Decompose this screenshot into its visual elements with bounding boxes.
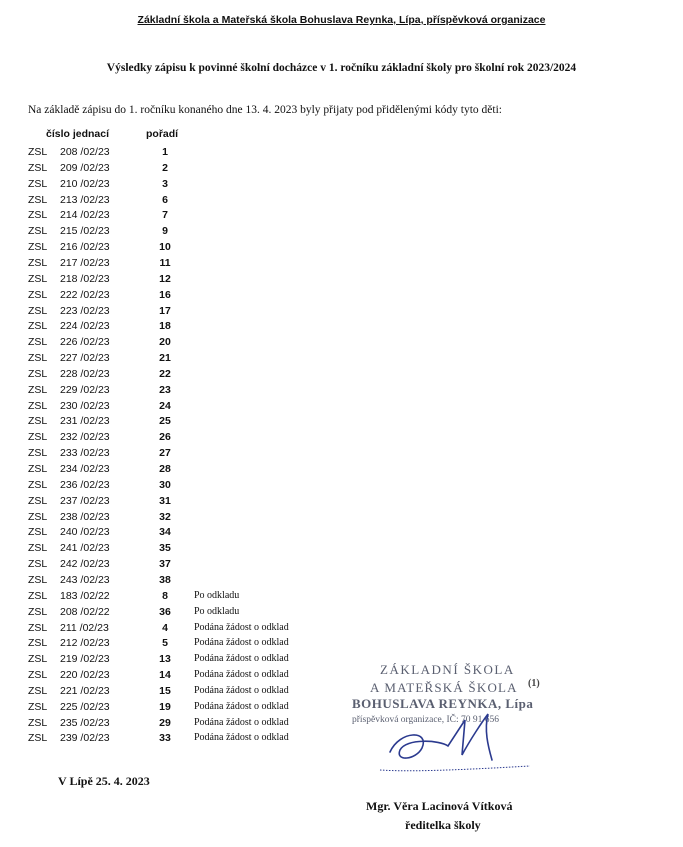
table-row <box>28 368 328 384</box>
row-reference-number: 230 /02/23 <box>60 399 110 412</box>
row-reference-number: 232 /02/23 <box>60 431 110 444</box>
row-reference-number: 233 /02/23 <box>60 447 110 460</box>
row-reference-number: 224 /02/23 <box>60 320 110 333</box>
row-reference-number: 240 /02/23 <box>60 526 110 539</box>
row-order: 6 <box>162 193 168 206</box>
table-row <box>28 257 328 273</box>
row-order: 35 <box>159 542 171 555</box>
row-prefix: ZSL <box>28 415 48 428</box>
row-reference-number: 218 /02/23 <box>60 272 110 285</box>
row-reference-number: 222 /02/23 <box>60 288 110 301</box>
row-prefix: ZSL <box>28 637 48 650</box>
table-row <box>28 542 328 558</box>
row-note: Podána žádost o odklad <box>194 700 289 712</box>
row-prefix: ZSL <box>28 352 48 365</box>
table-row <box>28 685 328 701</box>
row-prefix: ZSL <box>28 209 48 222</box>
row-prefix: ZSL <box>28 320 48 333</box>
table-row <box>28 526 328 542</box>
row-prefix: ZSL <box>28 684 48 697</box>
document-date: V Lípě 25. 4. 2023 <box>58 774 150 788</box>
row-order: 9 <box>162 225 168 238</box>
row-prefix: ZSL <box>28 383 48 396</box>
row-prefix: ZSL <box>28 225 48 238</box>
stamp-line-4: příspěvková organizace, IČ: 70 91 656 <box>352 715 500 725</box>
row-reference-number: 231 /02/23 <box>60 415 110 428</box>
table-row <box>28 606 328 622</box>
row-order: 5 <box>162 637 168 650</box>
row-note: Po odkladu <box>194 589 240 601</box>
stamp-line-1: ZÁKLADNÍ ŠKOLA <box>380 662 515 677</box>
table-row <box>28 431 328 447</box>
row-reference-number: 239 /02/23 <box>60 732 110 745</box>
row-reference-number: 210 /02/23 <box>60 177 110 190</box>
table-row <box>28 511 328 527</box>
row-note: Podána žádost o odklad <box>194 732 289 744</box>
column-header-number: číslo jednací <box>46 128 110 140</box>
row-note: Podána žádost o odklad <box>194 621 289 633</box>
table-row <box>28 178 328 194</box>
row-reference-number: 215 /02/23 <box>60 225 110 238</box>
table-row <box>28 495 328 511</box>
table-row <box>28 305 328 321</box>
column-header-order: pořadí <box>146 128 179 140</box>
row-note: Podána žádost o odklad <box>194 637 289 649</box>
row-prefix: ZSL <box>28 542 48 555</box>
row-note: Podána žádost o odklad <box>194 653 289 665</box>
row-order: 7 <box>162 209 168 222</box>
document-title: Výsledky zápisu k povinné školní docházce v 1. ročníku základní školy pro školní rok 2023/2024 <box>106 62 577 74</box>
stamp-mark: (1) <box>528 678 540 689</box>
row-reference-number: 242 /02/23 <box>60 558 110 571</box>
row-order: 18 <box>159 320 171 333</box>
row-prefix: ZSL <box>28 558 48 571</box>
row-order: 3 <box>162 177 168 190</box>
signatory-role: ředitelka školy <box>405 818 481 832</box>
school-header: Základní škola a Mateřská škola Bohuslava Reynka, Lípa, příspěvková organizace <box>137 14 546 26</box>
row-reference-number: 226 /02/23 <box>60 336 110 349</box>
signatory-name: Mgr. Věra Lacinová Vítková <box>366 799 513 813</box>
row-prefix: ZSL <box>28 241 48 254</box>
row-order: 2 <box>162 161 168 174</box>
row-prefix: ZSL <box>28 161 48 174</box>
row-order: 30 <box>159 478 171 491</box>
row-prefix: ZSL <box>28 367 48 380</box>
stamp-line-2: A MATEŘSKÁ ŠKOLA <box>370 680 518 695</box>
table-row <box>28 574 328 590</box>
row-order: 13 <box>159 653 171 666</box>
row-prefix: ZSL <box>28 653 48 666</box>
row-reference-number: 228 /02/23 <box>60 367 110 380</box>
row-reference-number: 221 /02/23 <box>60 684 110 697</box>
intro-text: Na základě zápisu do 1. ročníku konaného dne 13. 4. 2023 byly přijaty pod přidělenými kódy tyto děti: <box>28 104 502 116</box>
table-row <box>28 209 328 225</box>
table-row <box>28 701 328 717</box>
row-prefix: ZSL <box>28 272 48 285</box>
row-order: 29 <box>159 716 171 729</box>
table-row <box>28 289 328 305</box>
row-order: 25 <box>159 415 171 428</box>
table-row <box>28 162 328 178</box>
table-row <box>28 653 328 669</box>
row-prefix: ZSL <box>28 447 48 460</box>
table-row <box>28 194 328 210</box>
row-order: 26 <box>159 431 171 444</box>
table-row <box>28 732 328 748</box>
row-order: 21 <box>159 352 171 365</box>
row-prefix: ZSL <box>28 193 48 206</box>
row-prefix: ZSL <box>28 605 48 618</box>
row-reference-number: 229 /02/23 <box>60 383 110 396</box>
row-order: 10 <box>159 241 171 254</box>
row-order: 22 <box>159 367 171 380</box>
row-prefix: ZSL <box>28 463 48 475</box>
handwritten-signature <box>370 700 540 780</box>
row-order: 12 <box>159 272 171 285</box>
row-reference-number: 241 /02/23 <box>60 542 110 555</box>
row-prefix: ZSL <box>28 700 48 713</box>
stamp-line-3: BOHUSLAVA REYNKA, Lípa <box>352 696 534 711</box>
row-reference-number: 208 /02/23 <box>60 146 110 158</box>
row-prefix: ZSL <box>28 510 48 523</box>
table-row <box>28 669 328 685</box>
row-note: Podána žádost o odklad <box>194 684 289 696</box>
row-reference-number: 236 /02/23 <box>60 478 110 491</box>
row-order: 17 <box>159 304 171 317</box>
row-reference-number: 212 /02/23 <box>60 637 110 650</box>
row-reference-number: 234 /02/23 <box>60 463 110 475</box>
row-order: 23 <box>159 383 171 396</box>
row-reference-number: 216 /02/23 <box>60 241 110 254</box>
row-prefix: ZSL <box>28 146 48 158</box>
row-order: 19 <box>159 700 171 713</box>
row-reference-number: 183 /02/22 <box>60 589 110 602</box>
row-reference-number: 214 /02/23 <box>60 209 110 222</box>
row-prefix: ZSL <box>28 177 48 190</box>
row-order: 20 <box>159 336 171 349</box>
row-reference-number: 238 /02/23 <box>60 510 110 523</box>
row-prefix: ZSL <box>28 732 48 745</box>
row-order: 31 <box>159 494 171 507</box>
row-prefix: ZSL <box>28 256 48 269</box>
row-note: Podána žádost o odklad <box>194 669 289 681</box>
row-prefix: ZSL <box>28 526 48 539</box>
row-reference-number: 243 /02/23 <box>60 573 110 586</box>
table-row <box>28 336 328 352</box>
table-row <box>28 622 328 638</box>
row-order: 32 <box>159 510 171 523</box>
table-row <box>28 590 328 606</box>
row-reference-number: 217 /02/23 <box>60 256 110 269</box>
row-order: 14 <box>159 669 171 682</box>
row-reference-number: 223 /02/23 <box>60 304 110 317</box>
row-order: 33 <box>159 732 171 745</box>
row-reference-number: 213 /02/23 <box>60 193 110 206</box>
row-note: Podána žádost o odklad <box>194 716 289 728</box>
row-reference-number: 225 /02/23 <box>60 700 110 713</box>
table-row <box>28 352 328 368</box>
row-prefix: ZSL <box>28 589 48 602</box>
table-row <box>28 146 328 162</box>
row-order: 28 <box>159 463 171 475</box>
row-order: 16 <box>159 288 171 301</box>
row-order: 36 <box>159 605 171 618</box>
row-prefix: ZSL <box>28 573 48 586</box>
row-prefix: ZSL <box>28 669 48 682</box>
table-row <box>28 463 328 479</box>
row-reference-number: 227 /02/23 <box>60 352 110 365</box>
row-reference-number: 208 /02/22 <box>60 605 110 618</box>
table-row <box>28 320 328 336</box>
row-prefix: ZSL <box>28 478 48 491</box>
row-prefix: ZSL <box>28 399 48 412</box>
row-prefix: ZSL <box>28 336 48 349</box>
table-row <box>28 447 328 463</box>
row-reference-number: 235 /02/23 <box>60 716 110 729</box>
table-row <box>28 225 328 241</box>
row-reference-number: 219 /02/23 <box>60 653 110 666</box>
row-reference-number: 237 /02/23 <box>60 494 110 507</box>
table-row <box>28 241 328 257</box>
row-order: 38 <box>159 573 171 586</box>
row-note: Po odkladu <box>194 605 240 617</box>
row-prefix: ZSL <box>28 716 48 729</box>
table-row <box>28 479 328 495</box>
row-prefix: ZSL <box>28 494 48 507</box>
row-reference-number: 220 /02/23 <box>60 669 110 682</box>
row-order: 11 <box>159 256 171 269</box>
row-reference-number: 211 /02/23 <box>60 621 109 634</box>
row-prefix: ZSL <box>28 621 48 634</box>
table-row <box>28 558 328 574</box>
row-prefix: ZSL <box>28 288 48 301</box>
table-row <box>28 415 328 431</box>
table-row <box>28 400 328 416</box>
row-prefix: ZSL <box>28 431 48 444</box>
table-row <box>28 273 328 289</box>
row-order: 27 <box>159 447 171 460</box>
row-reference-number: 209 /02/23 <box>60 161 110 174</box>
row-order: 1 <box>162 146 168 158</box>
row-order: 4 <box>162 621 168 634</box>
table-row <box>28 384 328 400</box>
row-order: 34 <box>159 526 171 539</box>
row-order: 37 <box>159 558 171 571</box>
row-order: 24 <box>159 399 171 412</box>
table-row <box>28 637 328 653</box>
row-order: 8 <box>162 589 168 602</box>
row-prefix: ZSL <box>28 304 48 317</box>
row-order: 15 <box>159 684 171 697</box>
table-row <box>28 717 328 733</box>
